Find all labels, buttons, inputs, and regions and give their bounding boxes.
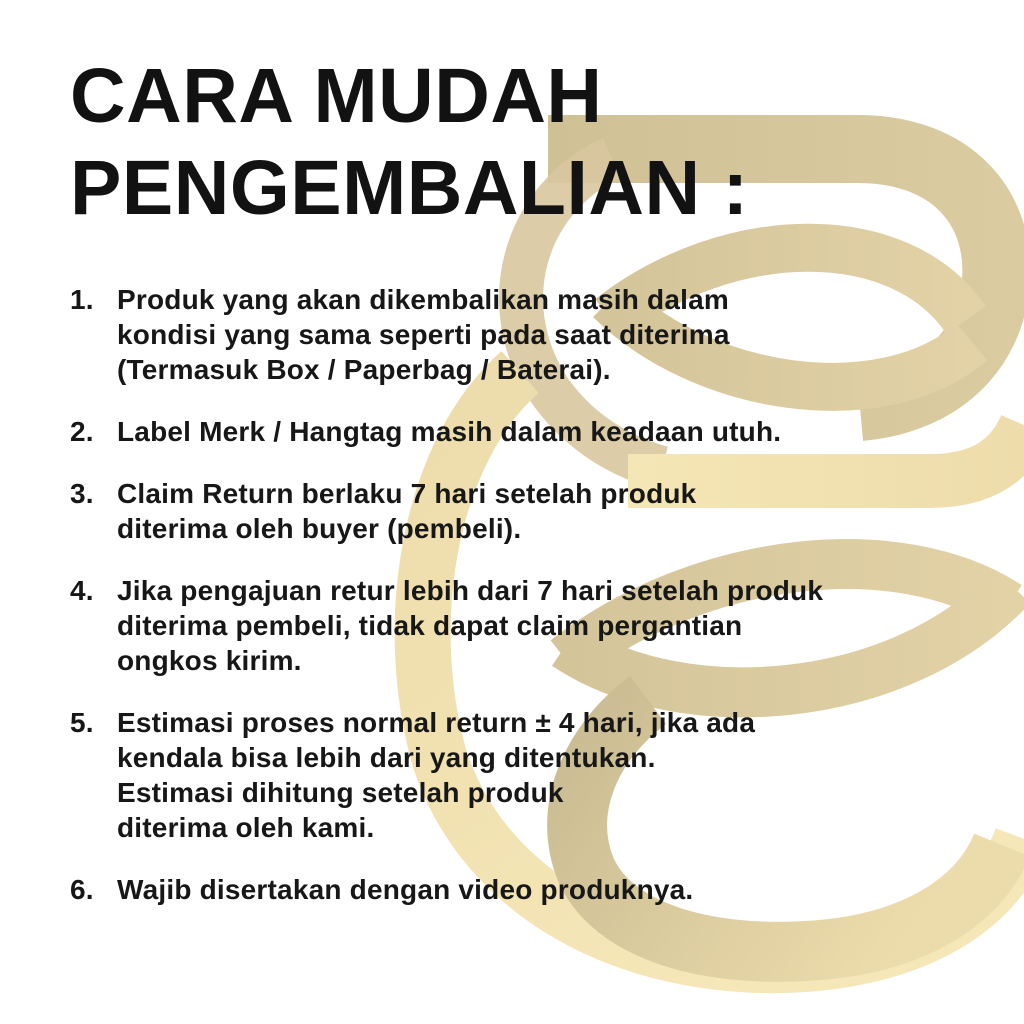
list-item-number: 5. [70, 707, 94, 738]
list-item-text [117, 414, 781, 449]
text-line: Estimasi proses normal return ± 4 hari, jika ada [117, 707, 756, 738]
text-line: Label Merk / Hangtag masih dalam keadaan utuh. [117, 416, 782, 447]
list-item-text [117, 573, 823, 678]
list-item-1 [70, 282, 984, 387]
text-line: Produk yang akan dikembalikan masih dalam [117, 284, 729, 315]
list-item-number: 1. [70, 284, 94, 315]
list-item-text [117, 705, 755, 845]
list-item-3 [70, 476, 984, 546]
list-item-number: 3. [70, 478, 94, 509]
list-item-5 [70, 705, 984, 845]
list-item-text [117, 872, 693, 907]
title-line-1: CARA MUDAH [70, 53, 603, 139]
list-item-text [117, 282, 730, 387]
list-item-text [117, 476, 696, 546]
text-line: kendala bisa lebih dari yang ditentukan. [117, 742, 656, 773]
text-line: Wajib disertakan dengan video produknya. [117, 874, 694, 905]
text-line: Estimasi dihitung setelah produk [117, 777, 564, 808]
list-item-number: 2. [70, 416, 94, 447]
title-line-2: PENGEMBALIAN : [70, 145, 749, 231]
text-line: Jika pengajuan retur lebih dari 7 hari setelah produk [117, 575, 824, 606]
list-item-number: 6. [70, 874, 94, 905]
text-line: diterima oleh buyer (pembeli). [117, 513, 522, 544]
text-line: kondisi yang sama seperti pada saat diterima [117, 319, 730, 350]
list-item-2 [70, 414, 984, 449]
text-line: diterima pembeli, tidak dapat claim pergantian [117, 610, 743, 641]
list-item-6 [70, 872, 984, 907]
text-line: (Termasuk Box / Paperbag / Baterai). [117, 354, 611, 385]
text-line: Claim Return berlaku 7 hari setelah produk [117, 478, 697, 509]
text-line: ongkos kirim. [117, 645, 302, 676]
list-item-4 [70, 573, 984, 678]
text-line: diterima oleh kami. [117, 812, 375, 843]
page-title [70, 50, 984, 234]
policy-list [70, 282, 984, 907]
list-item-number: 4. [70, 575, 94, 606]
